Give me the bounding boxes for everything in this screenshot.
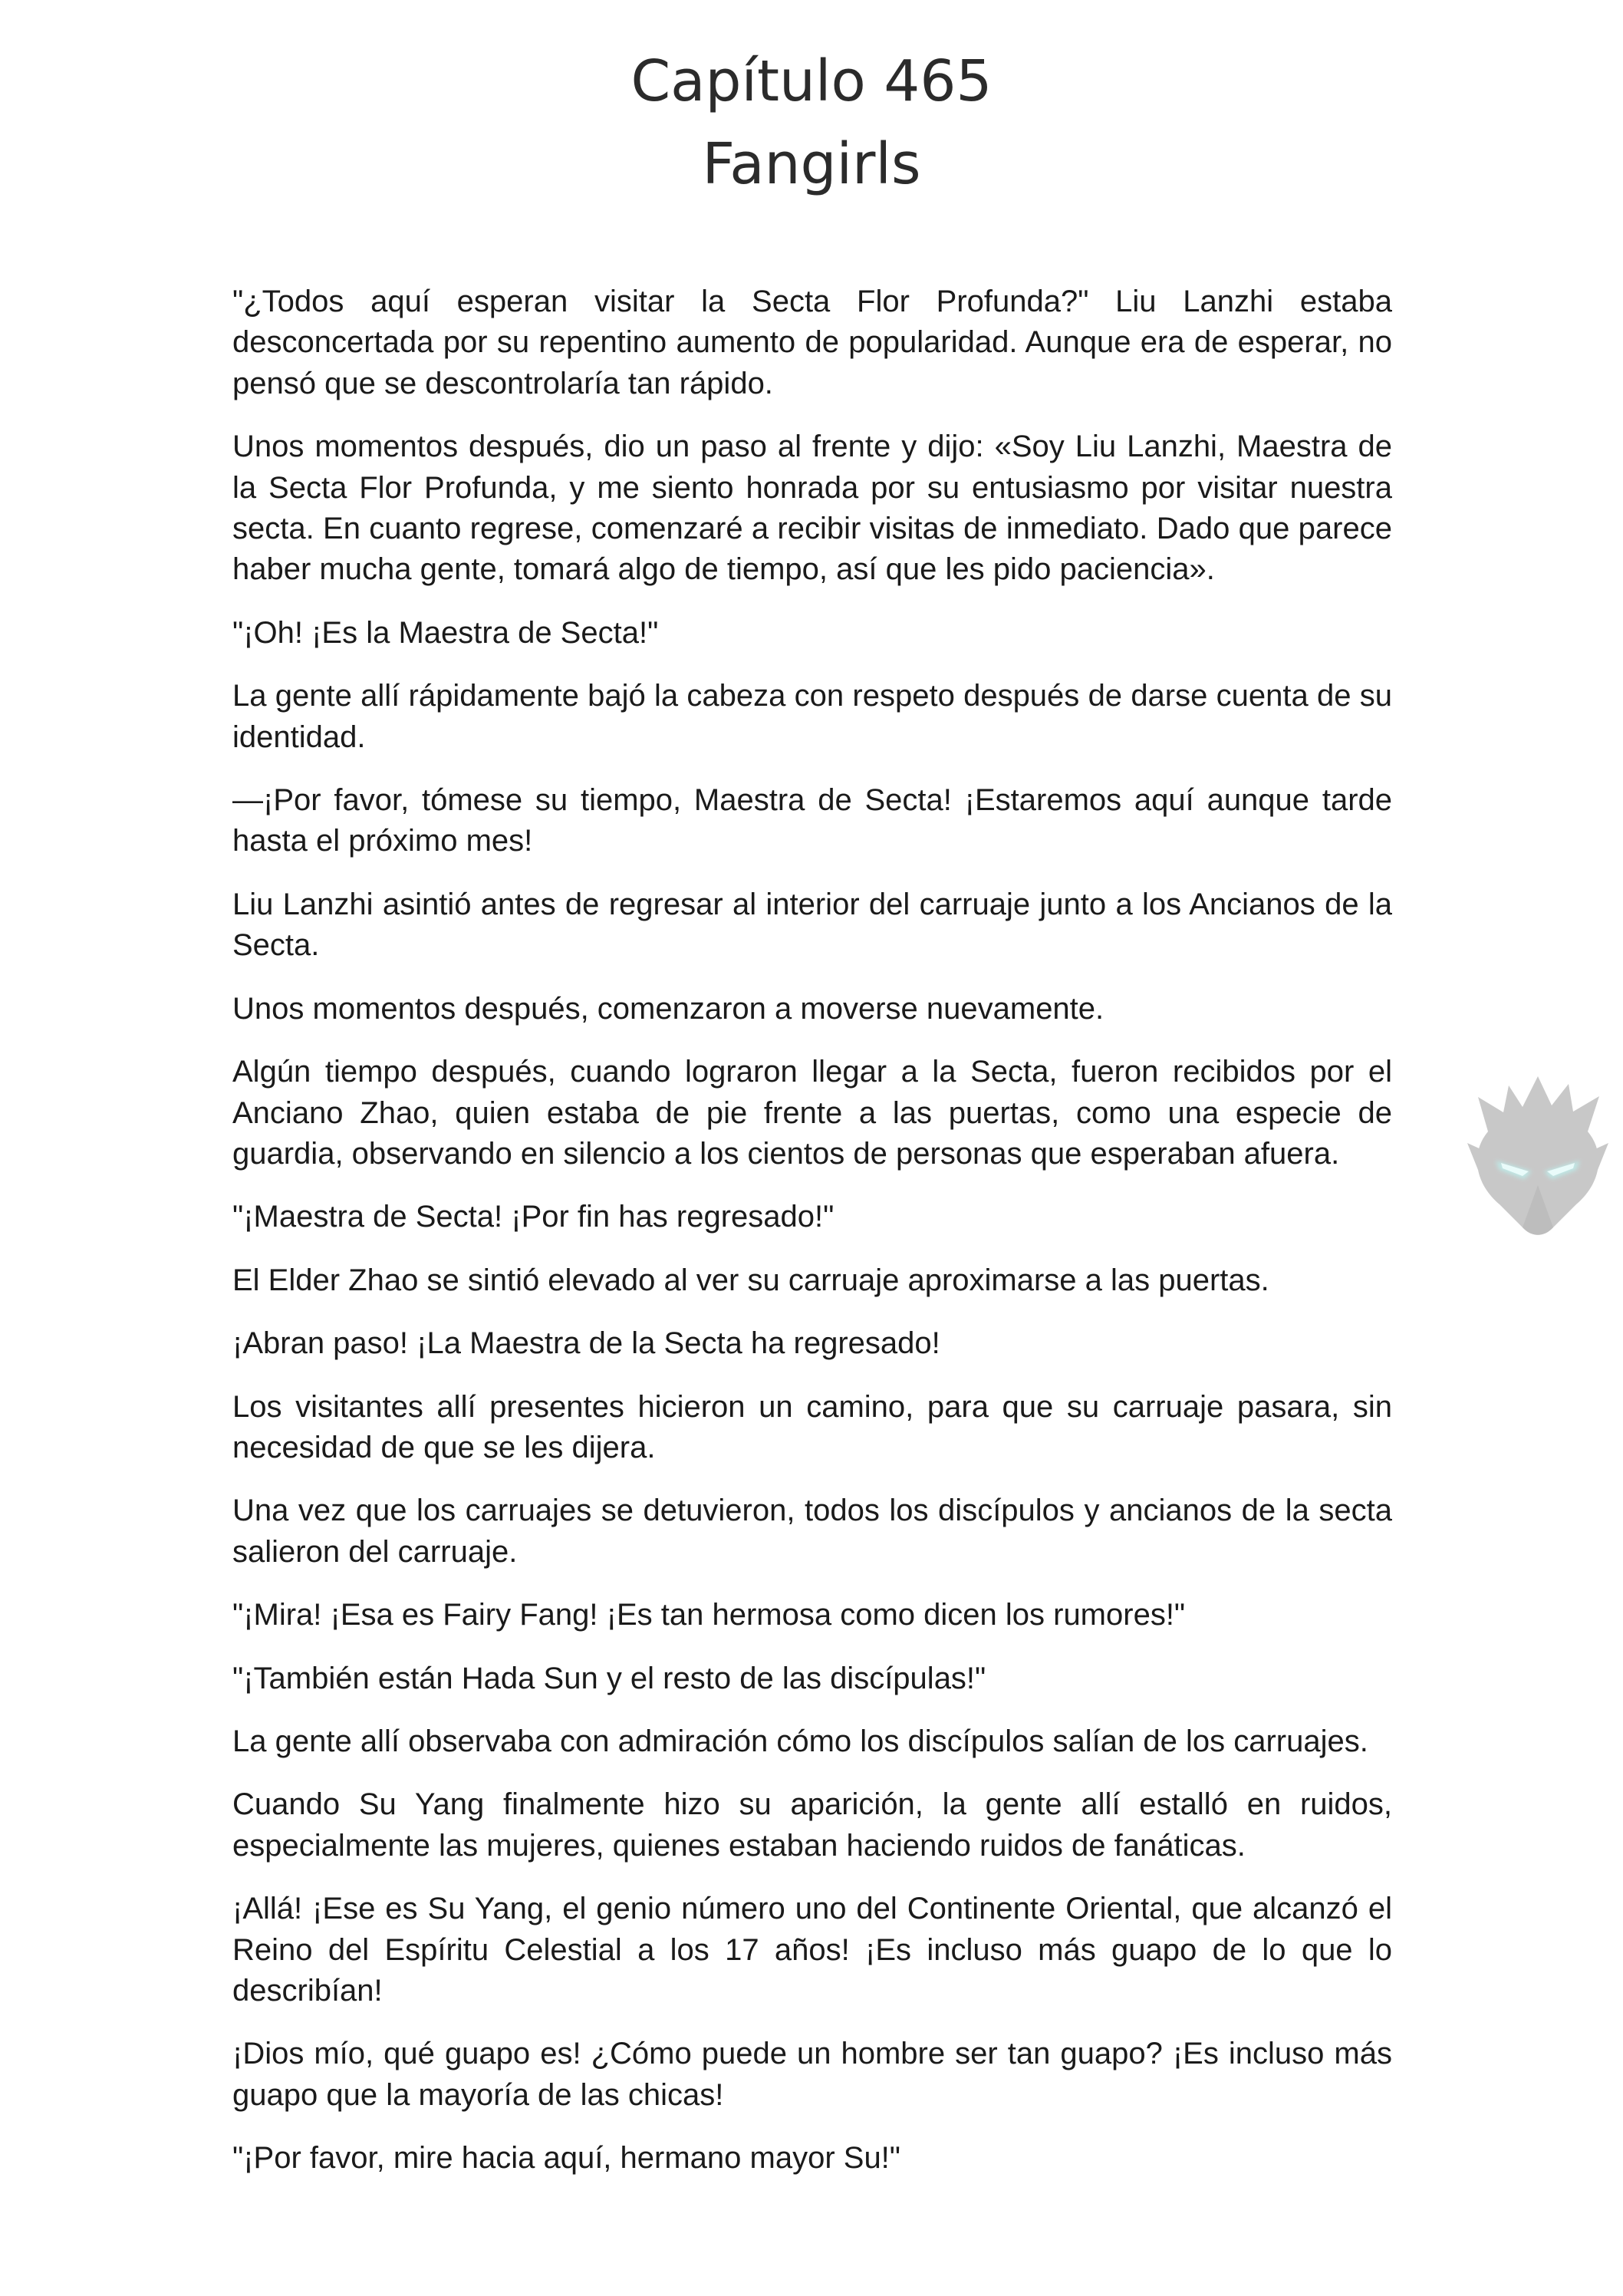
paragraph: La gente allí observaba con admiración cómo los discípulos salían de los carruajes. (232, 1724, 1368, 1758)
paragraph: Algún tiempo después, cuando lograron llegar a la Secta, fueron recibidos por el Anciano Zhao, quien estaba de pie frente a las puertas, como una especie de guardia, observando en silencio a los cientos de personas que esperaban afuera. (232, 1055, 1392, 1171)
paragraph: Unos momentos después, comenzaron a moverse nuevamente. (232, 991, 1104, 1026)
paragraph: El Elder Zhao se sintió elevado al ver su carruaje aproximarse a las puertas. (232, 1263, 1269, 1297)
paragraph: "¡Por favor, mire hacia aquí, hermano mayor Su!" (232, 2141, 900, 2176)
paragraph: "¡Maestra de Secta! ¡Por fin has regresado!" (232, 1200, 835, 1234)
paragraph: Liu Lanzhi asintió antes de regresar al interior del carruaje junto a los Ancianos de la Secta. (232, 887, 1392, 963)
paragraph: ¡Abran paso! ¡La Maestra de la Secta ha regresado! (232, 1326, 940, 1361)
paragraph: Los visitantes allí presentes hicieron un camino, para que su carruaje pasara, sin necesidad de que se les dijera. (232, 1389, 1392, 1464)
paragraph: Cuando Su Yang finalmente hizo su aparición, la gente allí estalló en ruidos, especialmente las mujeres, quienes estaban haciendo ruidos de fanáticas. (232, 1787, 1392, 1863)
paragraph: "¡Mira! ¡Esa es Fairy Fang! ¡Es tan hermosa como dicen los rumores!" (232, 1598, 1186, 1632)
paragraph: La gente allí rápidamente bajó la cabeza con respeto después de darse cuenta de su identidad. (232, 679, 1392, 754)
chapter-title: Fangirls (702, 131, 921, 197)
chapter-heading (0, 40, 1623, 206)
paragraph: "¿Todos aquí esperan visitar la Secta Flor Profunda?" Liu Lanzhi estaba desconcertada por su repentino aumento de popularidad. Aunque era de esperar, no pensó que se descontrolaría tan rápido. (232, 285, 1392, 400)
paragraph: Unos momentos después, dio un paso al frente y dijo: «Soy Liu Lanzhi, Maestra de la Secta Flor Profunda, y me siento honrada por su entusiasmo por visitar nuestra secta. En cuanto regrese, comenzaré a recibir visitas de inmediato. Dado que parece haber mucha gente, tomará algo de tiempo, así que les pido paciencia». (232, 430, 1392, 587)
paragraph: "¡Oh! ¡Es la Maestra de Secta!" (232, 615, 659, 650)
paragraph: "¡También están Hada Sun y el resto de las discípulas!" (232, 1661, 986, 1695)
chapter-body (232, 282, 1392, 2202)
chapter-number: Capítulo 465 (630, 48, 993, 114)
paragraph: ¡Allá! ¡Ese es Su Yang, el genio número uno del Continente Oriental, que alcanzó el Reino del Espíritu Celestial a los 17 años! ¡Es incluso más guapo de lo que lo describían! (232, 1892, 1392, 2008)
demon-head-icon (1461, 1070, 1615, 1243)
paragraph: Una vez que los carruajes se detuvieron, todos los discípulos y ancianos de la secta salieron del carruaje. (232, 1494, 1392, 1569)
paragraph: ¡Dios mío, qué guapo es! ¿Cómo puede un hombre ser tan guapo? ¡Es incluso más guapo que la mayoría de las chicas! (232, 2037, 1392, 2112)
paragraph: —¡Por favor, tómese su tiempo, Maestra de Secta! ¡Estaremos aquí aunque tarde hasta el próximo mes! (232, 783, 1392, 858)
